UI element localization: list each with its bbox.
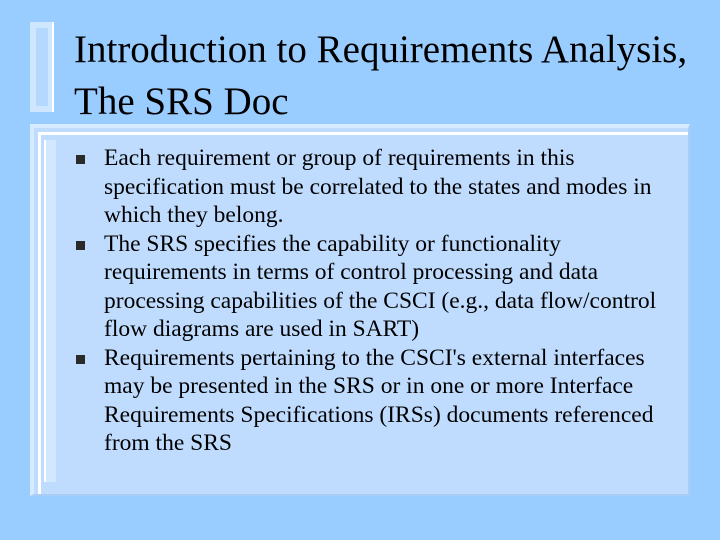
bullet-text: Each requirement or group of requirements in this specification must be correlated to the states and modes in which they belong. [104, 145, 652, 228]
bullet-text: Requirements pertaining to the CSCI's external interfaces may be presented in the SRS or in one or more Interface Requirements Specifications (IRSs) documents referenced from the SRS [104, 344, 654, 456]
bullet-item [74, 344, 678, 458]
bullet-item [74, 230, 678, 344]
bullet-item [74, 144, 678, 230]
square-bullet-icon [76, 241, 85, 250]
slide-title: Introduction to Requirements Analysis, The SRS Doc [74, 28, 688, 123]
content-accent-bar [44, 140, 56, 482]
square-bullet-icon [76, 355, 85, 364]
bullet-list [74, 144, 678, 458]
title-accent-bar-inner [36, 28, 48, 106]
square-bullet-icon [76, 155, 85, 164]
bullet-text: The SRS specifies the capability or functionality requirements in terms of control processing and data processing capabilities of the CSCI (e.g., data flow/control flow diagrams are used in SART) [104, 230, 657, 342]
